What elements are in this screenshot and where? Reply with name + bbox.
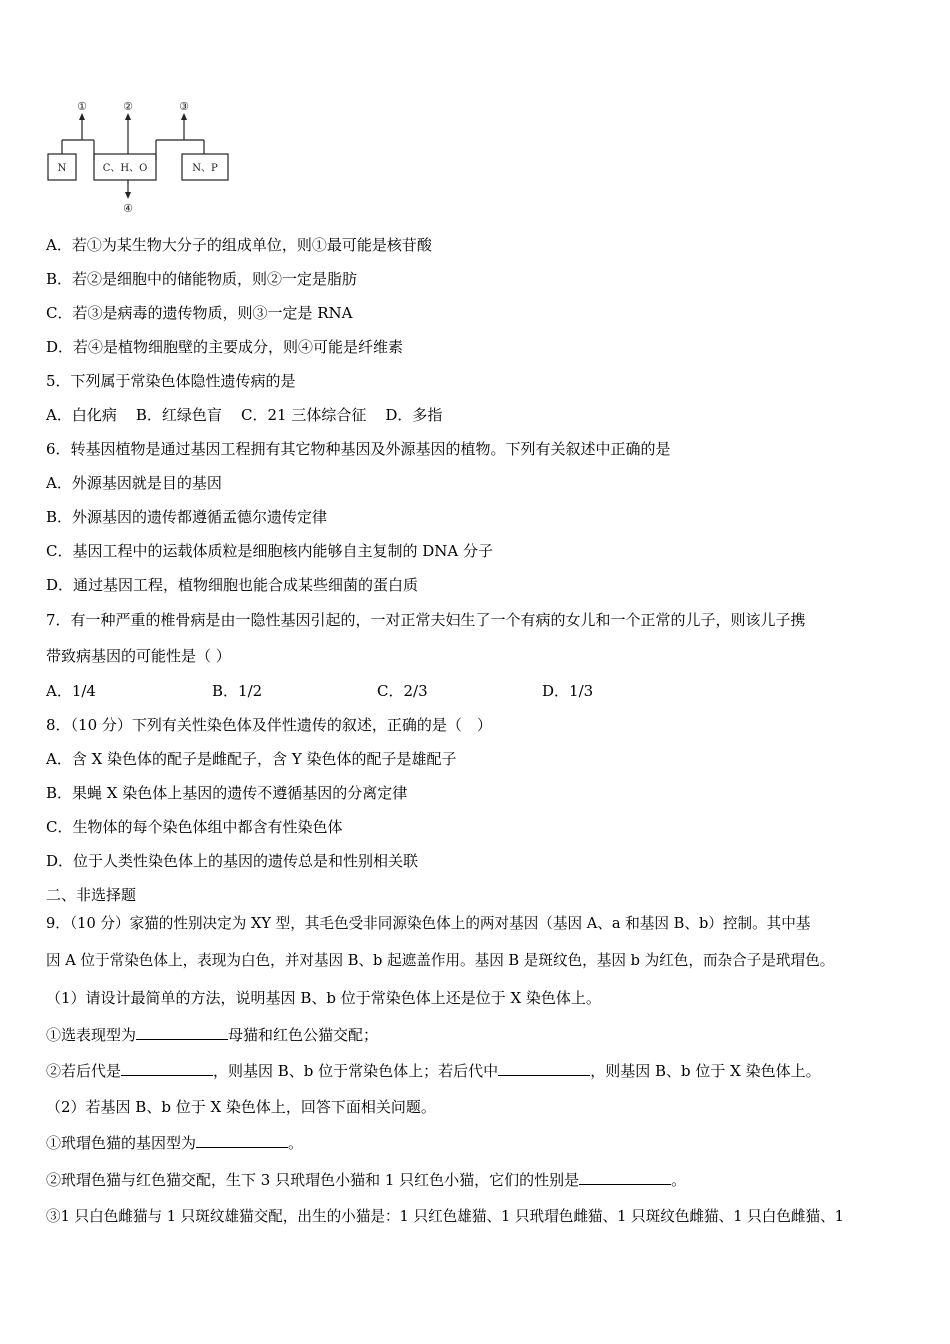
q8-option-b: B．果蝇 X 染色体上基因的遗传不遵循基因的分离定律 xyxy=(46,784,408,802)
q9-part2-item2-a: ②玳瑁色猫与红色猫交配，生下 3 只玳瑁色小猫和 1 只红色小猫，它们的性别是 xyxy=(46,1171,580,1189)
q9-part1-item1-a: ①选表现型为 xyxy=(46,1026,137,1044)
box-cho-label: C、H、O xyxy=(102,163,148,174)
q5-options: A．白化病 B．红绿色盲 C．21 三体综合征 D．多指 xyxy=(46,406,443,424)
q9-part2-item2-b: 。 xyxy=(671,1171,687,1189)
q6-option-b: B．外源基因的遗传都遵循孟德尔遗传定律 xyxy=(46,508,328,526)
q7-option-c: C．2/3 xyxy=(377,682,428,700)
q9-part1-item2-a: ②若后代是 xyxy=(46,1062,122,1080)
q9-part2-prompt: （2）若基因 B、b 位于 X 染色体上，回答下面相关问题。 xyxy=(46,1098,436,1116)
q9-part1-item1 xyxy=(46,1025,378,1045)
q9-part1-item2-b: ，则基因 B、b 位于常染色体上；若后代中 xyxy=(213,1062,499,1080)
answer-blank[interactable] xyxy=(136,1025,228,1040)
q9-part1-item2 xyxy=(46,1061,821,1081)
q8-stem: 8．（10 分）下列有关性染色体及伴性遗传的叙述，正确的是（ ） xyxy=(46,716,492,734)
arrow-up-1 xyxy=(79,113,85,120)
q7-stem-line1: 7．有一种严重的椎骨病是由一隐性基因引起的，一对正常夫妇生了一个有病的女儿和一个正常的儿子，则该儿子携 xyxy=(46,611,806,629)
q4-option-b: B．若②是细胞中的储能物质，则②一定是脂肪 xyxy=(46,270,358,288)
element-composition-diagram xyxy=(44,100,244,216)
q7-option-b: B．1/2 xyxy=(212,682,263,700)
q9-part2-item2 xyxy=(46,1170,686,1190)
q8-option-d: D．位于人类性染色体上的基因的遗传总是和性别相关联 xyxy=(46,852,419,870)
q8-option-c: C．生物体的每个染色体组中都含有性染色体 xyxy=(46,818,343,836)
q6-stem: 6．转基因植物是通过基因工程拥有其它物种基因及外源基因的植物。下列有关叙述中正确的是 xyxy=(46,440,671,458)
marker-4: ④ xyxy=(123,202,133,215)
q8-option-a: A．含 X 染色体的配子是雌配子，含 Y 染色体的配子是雄配子 xyxy=(46,750,457,768)
q4-option-c: C．若③是病毒的遗传物质，则③一定是 RNA xyxy=(46,304,353,322)
arrow-up-2 xyxy=(125,113,131,120)
answer-blank[interactable] xyxy=(498,1061,590,1076)
q9-part2-item3: ③1 只白色雌猫与 1 只斑纹雄猫交配，出生的小猫是：1 只红色雄猫、1 只玳瑁色雌猫、1 只斑纹色雌猫、1 只白色雌猫、1 xyxy=(46,1208,844,1225)
arrow-up-3 xyxy=(181,113,187,120)
q9-part2-item1-a: ①玳瑁色猫的基因型为 xyxy=(46,1134,197,1152)
answer-blank[interactable] xyxy=(579,1170,671,1185)
q5-stem: 5．下列属于常染色体隐性遗传病的是 xyxy=(46,372,296,390)
q6-option-d: D．通过基因工程，植物细胞也能合成某些细菌的蛋白质 xyxy=(46,576,419,594)
marker-2: ② xyxy=(123,100,133,113)
q9-part1-prompt: （1）请设计最简单的方法，说明基因 B、b 位于常染色体上还是位于 X 染色体上。 xyxy=(46,989,601,1007)
q9-stem-line1: 9．（10 分）家猫的性别决定为 XY 型，其毛色受非同源染色体上的两对基因（基因 A、a 和基因 B、b）控制。其中基 xyxy=(46,915,811,932)
q4-option-a: A．若①为某生物大分子的组成单位，则①最可能是核苷酸 xyxy=(46,236,432,254)
q9-part1-item1-b: 母猫和红色公猫交配； xyxy=(228,1026,379,1044)
q7-option-d: D．1/3 xyxy=(542,682,594,700)
q4-option-d: D．若④是植物细胞壁的主要成分，则④可能是纤维素 xyxy=(46,338,404,356)
q9-part2-item1 xyxy=(46,1133,303,1153)
q9-part2-item1-b: 。 xyxy=(288,1134,304,1152)
q6-option-a: A．外源基因就是目的基因 xyxy=(46,474,222,492)
marker-1: ① xyxy=(77,100,87,113)
q9-part1-item2-c: ，则基因 B、b 位于 X 染色体上。 xyxy=(590,1062,821,1080)
arrow-down-4 xyxy=(125,192,131,199)
marker-3: ③ xyxy=(179,100,189,113)
q9-stem-line2: 因 A 位于常染色体上，表现为白色，并对基因 B、b 起遮盖作用。基因 B 是斑纹色，基因 b 为红色，而杂合子是玳瑁色。 xyxy=(46,952,835,969)
q7-stem-line2: 带致病基因的可能性是（ ） xyxy=(46,647,231,665)
answer-blank[interactable] xyxy=(196,1133,288,1148)
section-heading: 二、非选择题 xyxy=(46,886,137,904)
box-n-label: N xyxy=(57,163,67,174)
q7-option-a: A．1/4 xyxy=(46,682,96,700)
q6-option-c: C．基因工程中的运载体质粒是细胞核内能够自主复制的 DNA 分子 xyxy=(46,542,493,560)
answer-blank[interactable] xyxy=(121,1061,213,1076)
box-np-label: N、P xyxy=(192,163,218,174)
